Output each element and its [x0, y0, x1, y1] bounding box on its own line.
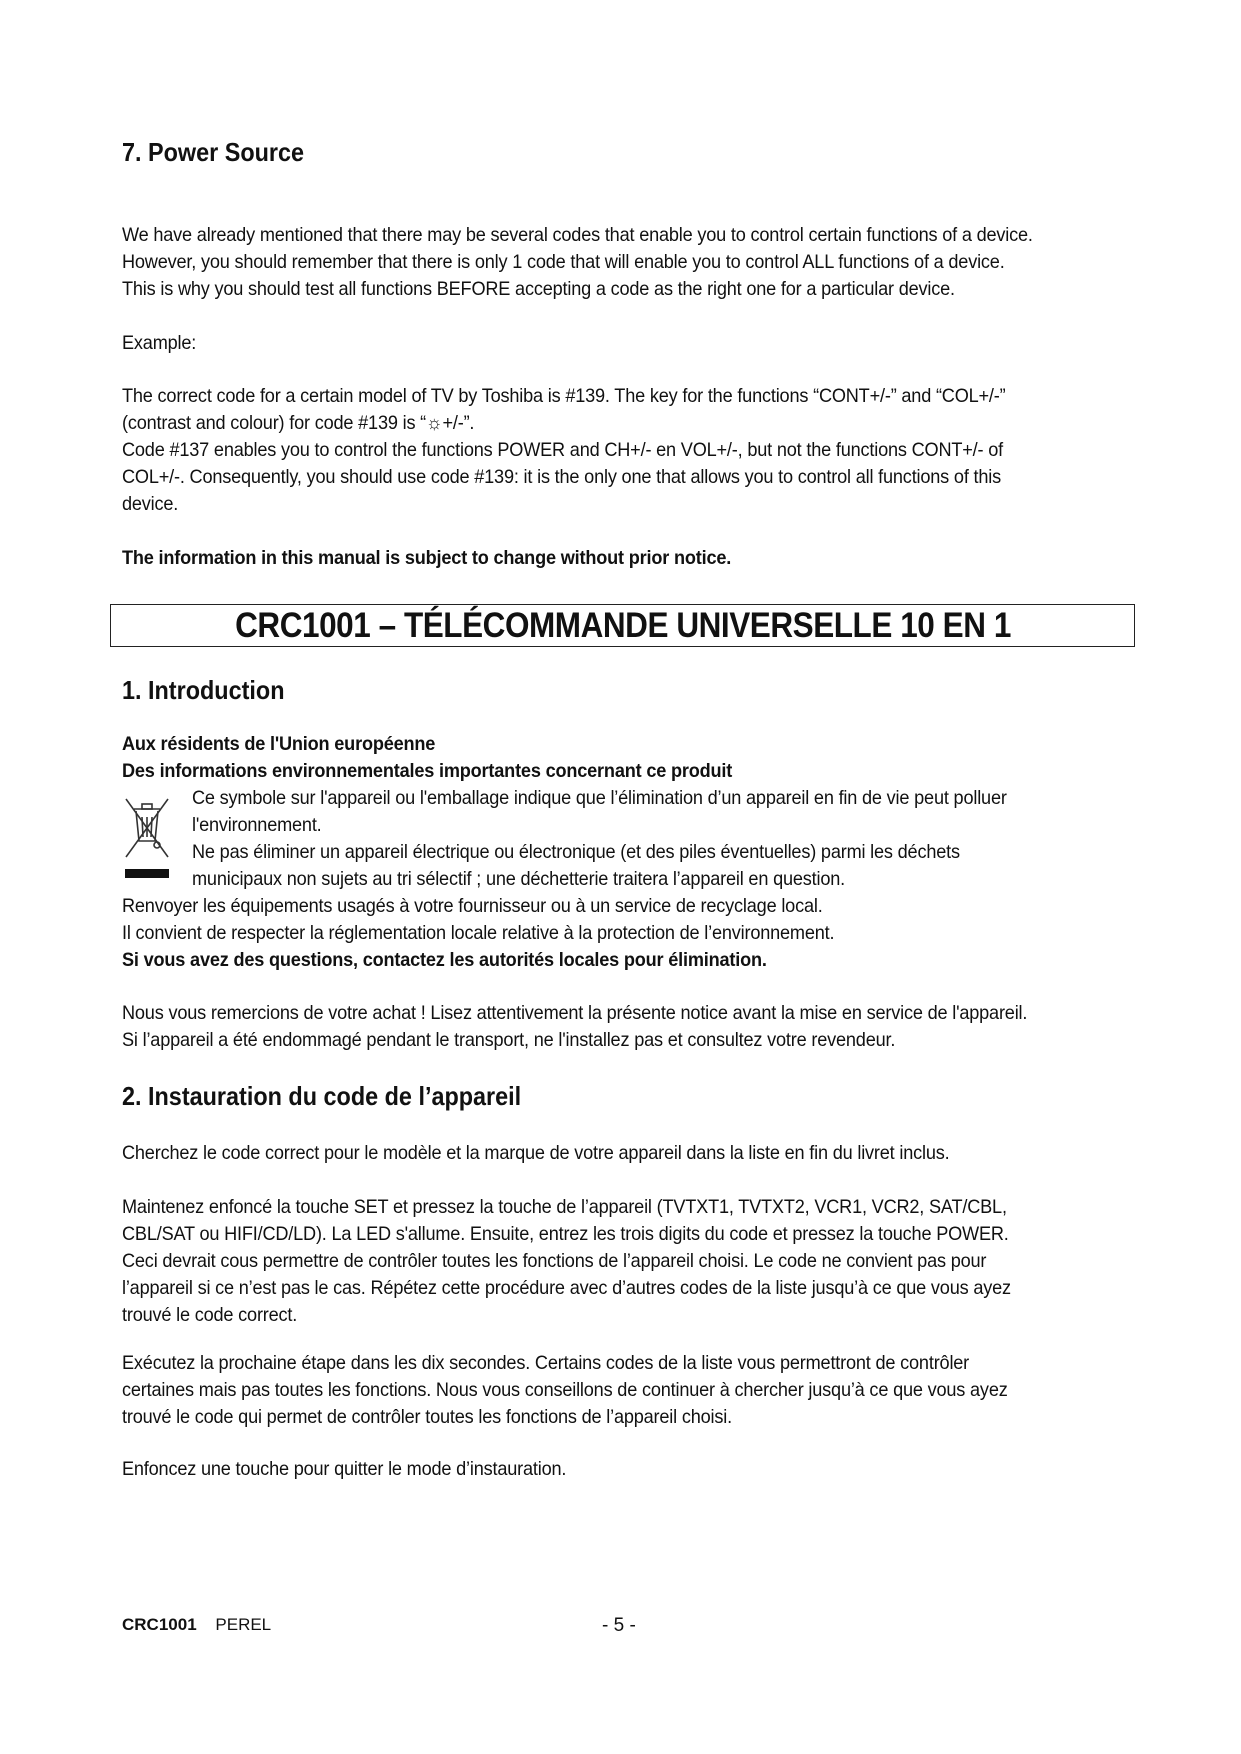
text-line: However, you should remember that there is only 1 code that will enable you to control ALL functions of a device.: [122, 251, 1005, 273]
weee-description: [192, 785, 1122, 893]
text-line: Exécutez la prochaine étape dans les dix secondes. Certains codes de la liste vous permettront de contrôler: [122, 1352, 970, 1374]
paragraph-set-procedure: [122, 1194, 1122, 1329]
text-line: CBL/SAT ou HIFI/CD/LD). La LED s'allume. Ensuite, entrez les trois digits du code et pressez la touche POWER.: [122, 1223, 1009, 1245]
weee-crossed-bin-icon: [122, 793, 172, 883]
section-heading-power-source: 7. Power Source: [122, 137, 305, 167]
text-line: Renvoyer les équipements usagés à votre fournisseur ou à un service de recyclage local.: [122, 895, 823, 917]
text-line: Si l’appareil a été endommagé pendant le transport, ne l'installez pas et consultez votre revendeur.: [122, 1029, 896, 1051]
footer-brand: PEREL: [215, 1615, 272, 1634]
section-heading-introduction: 1. Introduction: [122, 675, 285, 705]
notice-text: The information in this manual is subject to change without prior notice.: [122, 547, 732, 569]
text-line: We have already mentioned that there may be several codes that enable you to control certain functions of a device.: [122, 224, 1033, 246]
text-line: This is why you should test all functions BEFORE accepting a code as the right one for a particular device.: [122, 278, 955, 300]
eu-residents-heading: Aux résidents de l'Union européenne: [122, 733, 436, 755]
text-line: The correct code for a certain model of TV by Toshiba is #139. The key for the functions “CONT+/-” and “COL+/-”: [122, 385, 1006, 407]
text-line: l’appareil si ce n’est pas le cas. Répétez cette procédure avec d’autres codes de la liste jusqu’à ce que vous ayez: [122, 1277, 1011, 1299]
text-line: trouvé le code qui permet de contrôler toutes les fonctions de l’appareil choisi.: [122, 1406, 732, 1428]
text-line: Il convient de respecter la réglementation locale relative à la protection de l’environnement.: [122, 922, 835, 944]
paragraph-next-step: [122, 1350, 1122, 1431]
text-line: COL+/-. Consequently, you should use code #139: it is the only one that allows you to control all functions of this: [122, 466, 1002, 488]
footer-model: CRC1001: [122, 1615, 197, 1634]
text-line: (contrast and colour) for code #139 is “☼+/-”.: [122, 412, 475, 434]
thanks-paragraph: [122, 1000, 1122, 1054]
text-line: Nous vous remercions de votre achat ! Lisez attentivement la présente notice avant la mise en service de l'appareil.: [122, 1002, 1028, 1024]
example-label: Example:: [122, 332, 197, 354]
section-heading-code-setup: 2. Instauration du code de l’appareil: [122, 1081, 522, 1111]
page-number: - 5 -: [602, 1615, 636, 1636]
text-line: Ceci devrait cous permettre de contrôler toutes les fonctions de l’appareil choisi. Le code ne convient pas pour: [122, 1250, 987, 1272]
page-footer: [122, 1615, 1122, 1635]
text-line: device.: [122, 493, 179, 515]
text-line: trouvé le code correct.: [122, 1304, 298, 1326]
text-line: Ne pas éliminer un appareil électrique ou électronique (et des piles éventuelles) parmi les déchets: [192, 841, 960, 863]
recycling-instructions: [122, 893, 1122, 974]
text-line: l'environnement.: [192, 814, 322, 836]
paragraph-find-code: Cherchez le code correct pour le modèle et la marque de votre appareil dans la liste en fin du livret inclus.: [122, 1142, 950, 1164]
text-line: municipaux non sujets au tri sélectif ; une déchetterie traitera l’appareil en question.: [192, 868, 846, 890]
text-line: Ce symbole sur l'appareil ou l'emballage indique que l’élimination d’un appareil en fin de vie peut polluer: [192, 787, 1007, 809]
text-line: certaines mais pas toutes les fonctions. Nous vous conseillons de continuer à chercher jusqu’à ce que vous ayez: [122, 1379, 1008, 1401]
paragraph-codes: [122, 222, 1122, 303]
text-line: Code #137 enables you to control the functions POWER and CH+/- en VOL+/-, but not the functions CONT+/- of: [122, 439, 1003, 461]
environment-heading: Des informations environnementales importantes concernant ce produit: [122, 760, 733, 782]
document-title-box: [110, 604, 1135, 647]
document-title: CRC1001 – TÉLÉCOMMANDE UNIVERSELLE 10 EN 1: [234, 605, 1011, 645]
paragraph-example: [122, 383, 1122, 518]
document-page: [122, 0, 1122, 1754]
text-line: Maintenez enfoncé la touche SET et pressez la touche de l’appareil (TVTXT1, TVTXT2, VCR1, VCR2, SAT/CBL,: [122, 1196, 1007, 1218]
paragraph-exit-setup: Enfoncez une touche pour quitter le mode d’instauration.: [122, 1458, 567, 1480]
text-line: Si vous avez des questions, contactez les autorités locales pour élimination.: [122, 949, 767, 971]
